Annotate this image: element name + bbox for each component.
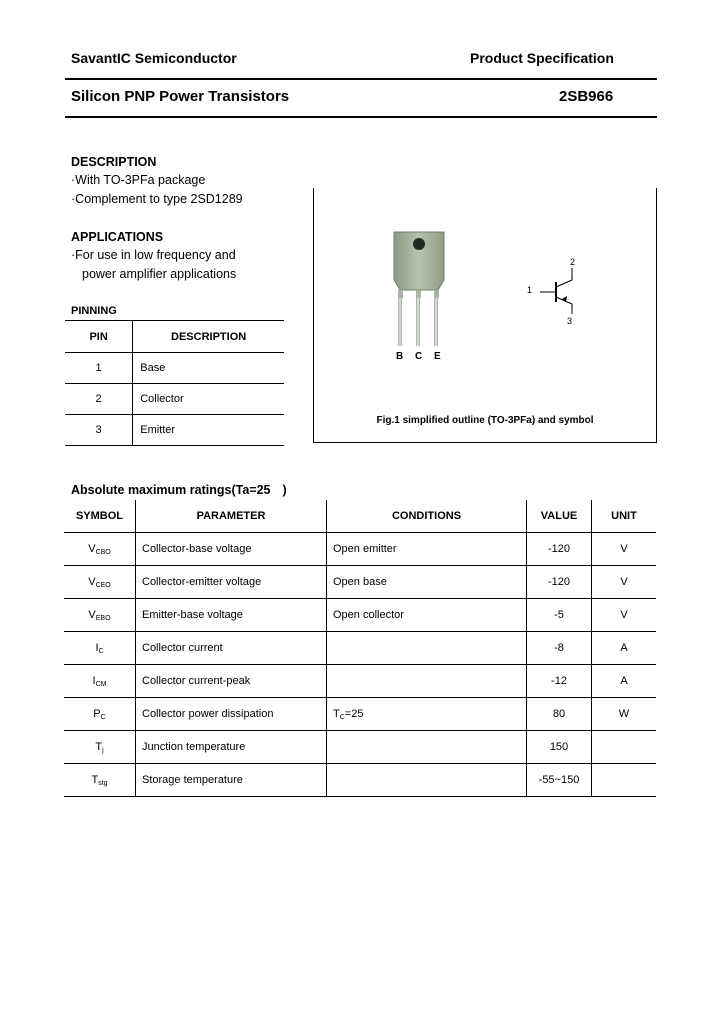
document-type: Product Specification (470, 50, 614, 66)
ratings-title (71, 483, 287, 497)
value-cell: 150 (527, 731, 592, 764)
symbol-subscript: j (102, 746, 104, 754)
symbol-subscript: C (98, 647, 104, 655)
description-header: DESCRIPTION (133, 321, 284, 353)
symbol-cell (64, 632, 136, 665)
parameter-cell: Collector-base voltage (136, 533, 327, 566)
symbol-letter: I (92, 674, 96, 687)
symbol-cell (64, 698, 136, 731)
conditions-cell (327, 533, 527, 566)
description-title: DESCRIPTION (71, 155, 157, 169)
applications-title: APPLICATIONS (71, 230, 164, 244)
ratings-header-row (64, 500, 656, 533)
conditions-cell (327, 665, 527, 698)
pinning-table (65, 320, 284, 446)
symbol-pin-1: 1 (527, 285, 533, 295)
parameter-cell: Collector power dissipation (136, 698, 327, 731)
table-row (65, 353, 284, 384)
unit-cell (592, 731, 657, 764)
conditions-cell (327, 566, 527, 599)
unit-cell: V (592, 533, 657, 566)
conditions-text: Open base (333, 575, 387, 588)
value-cell: -55~150 (527, 764, 592, 797)
conditions-cell (327, 731, 527, 764)
conditions-rest: =25 (344, 707, 364, 720)
symbol-subscript: CEO (95, 581, 111, 589)
parameter-cell: Junction temperature (136, 731, 327, 764)
symbol-letter: T (91, 773, 99, 786)
header-rule-bottom (65, 116, 657, 118)
part-number: 2SB966 (559, 88, 614, 105)
pin-number: 3 (65, 415, 133, 446)
applications-line-2: power amplifier applications (82, 267, 237, 281)
table-row (64, 698, 656, 731)
table-row (64, 632, 656, 665)
ratings-title-end: ) (282, 483, 287, 497)
unit-cell: A (592, 665, 657, 698)
pnp-transistor-symbol (314, 188, 656, 442)
unit-cell: A (592, 632, 657, 665)
applications-line-1: ·For use in low frequency and (71, 248, 236, 262)
symbol-cell (64, 566, 136, 599)
company-name: SavantIC Semiconductor (71, 50, 237, 66)
table-row (64, 566, 656, 599)
symbol-cell (64, 731, 136, 764)
value-cell: -120 (527, 533, 592, 566)
symbol-subscript: EBO (95, 614, 111, 622)
value-cell: -8 (527, 632, 592, 665)
symbol-letter: P (93, 707, 101, 720)
table-row (64, 764, 656, 797)
parameter-cell: Collector-emitter voltage (136, 566, 327, 599)
conditions-cell (327, 599, 527, 632)
pin-header: PIN (65, 321, 133, 353)
pin-description: Collector (133, 384, 284, 415)
conditions-header: CONDITIONS (327, 500, 527, 533)
parameter-cell: Collector current (136, 632, 327, 665)
lead-label-e: E (434, 351, 441, 362)
symbol-letter: I (95, 641, 99, 654)
conditions-text: T (333, 707, 340, 720)
unit-cell: V (592, 599, 657, 632)
symbol-subscript: CBO (95, 548, 111, 556)
symbol-cell (64, 665, 136, 698)
value-cell: 80 (527, 698, 592, 731)
symbol-subscript: CM (95, 680, 107, 688)
parameter-cell: Emitter-base voltage (136, 599, 327, 632)
conditions-cell (327, 764, 527, 797)
conditions-cell (327, 632, 527, 665)
table-row (65, 415, 284, 446)
figure-box (313, 188, 657, 443)
symbol-letter: V (88, 575, 96, 588)
unit-header: UNIT (592, 500, 657, 533)
symbol-cell (64, 533, 136, 566)
parameter-cell: Collector current-peak (136, 665, 327, 698)
symbol-pin-2: 2 (570, 257, 576, 267)
table-row (64, 665, 656, 698)
parameter-header: PARAMETER (136, 500, 327, 533)
pin-description: Base (133, 353, 284, 384)
value-cell: -12 (527, 665, 592, 698)
symbol-header: SYMBOL (64, 500, 136, 533)
table-row (64, 731, 656, 764)
symbol-subscript: stg (98, 779, 108, 787)
lead-label-b: B (396, 351, 404, 362)
symbol-pin-3: 3 (567, 316, 573, 326)
symbol-letter: T (95, 740, 103, 753)
value-cell: -5 (527, 599, 592, 632)
symbol-cell (64, 599, 136, 632)
description-item-2: ·Complement to type 2SD1289 (71, 192, 243, 206)
pinning-title: PINNING (71, 305, 117, 317)
symbol-letter: V (88, 542, 96, 555)
conditions-text: Open emitter (333, 542, 397, 555)
table-row (64, 533, 656, 566)
ratings-title-text: Absolute maximum ratings(Ta=25 (71, 483, 271, 497)
lead-label-c: C (415, 351, 423, 362)
conditions-text: Open collector (333, 608, 404, 621)
pin-description: Emitter (133, 415, 284, 446)
ratings-table (64, 500, 656, 797)
unit-cell: V (592, 566, 657, 599)
parameter-cell: Storage temperature (136, 764, 327, 797)
conditions-cell (327, 698, 527, 731)
pin-number: 1 (65, 353, 133, 384)
symbol-cell (64, 764, 136, 797)
value-cell: -120 (527, 566, 592, 599)
table-row (64, 599, 656, 632)
unit-cell: W (592, 698, 657, 731)
product-line: Silicon PNP Power Transistors (71, 88, 290, 105)
unit-cell (592, 764, 657, 797)
value-header: VALUE (527, 500, 592, 533)
pinning-header-row (65, 321, 284, 353)
symbol-letter: V (88, 608, 96, 621)
description-item-1: ·With TO-3PFa package (71, 173, 206, 187)
header-rule-top (65, 78, 657, 80)
symbol-subscript: C (100, 713, 106, 721)
pin-number: 2 (65, 384, 133, 415)
figure-caption: Fig.1 simplified outline (TO-3PFa) and symbol (376, 415, 594, 426)
table-row (65, 384, 284, 415)
conditions-subscript: C (339, 713, 345, 721)
